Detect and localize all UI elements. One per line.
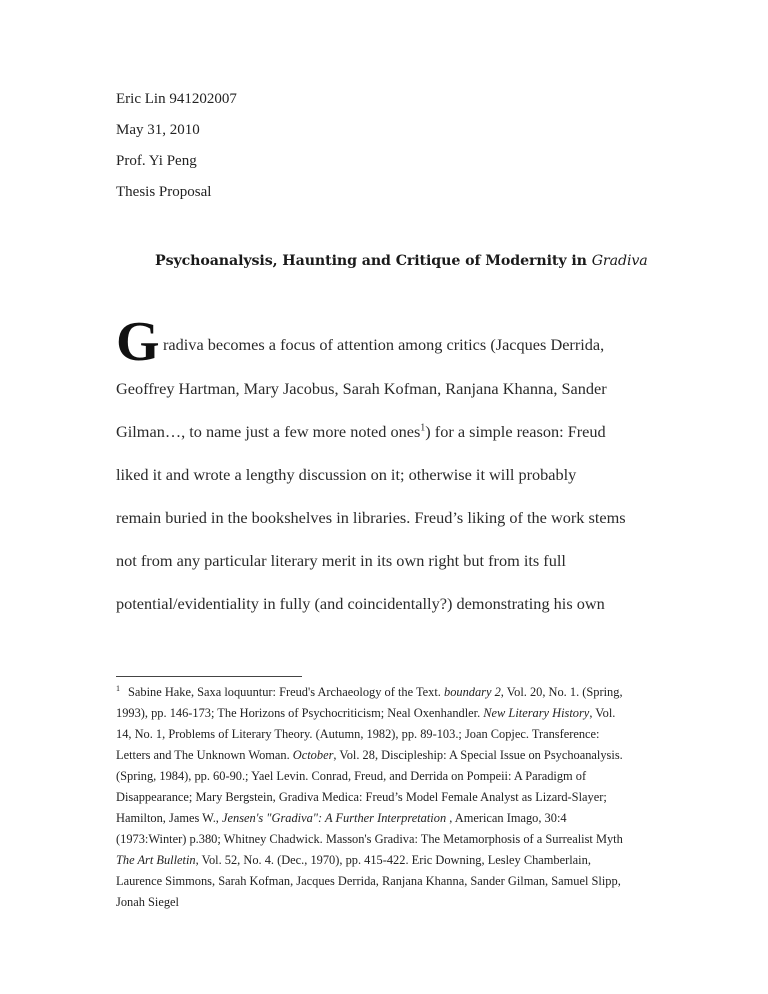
footnote-text: Disappearance; Mary Bergstein, Gradiva Medica: Freud’s Model Female Analyst as Lizard-Slayer; [116,790,607,804]
footnote-italic-title: boundary 2 [444,685,501,699]
date-line: May 31, 2010 [116,122,200,138]
footnote-line [116,874,621,889]
footnote-text: , Vol. 20, No. 1. (Spring, [500,685,623,699]
body-line-3-tail: ) for a simple reason: Freud [425,422,606,441]
footnote-text: Hamilton, James W., [116,811,223,825]
footnote-italic-title: The Art Bulletin [116,853,196,867]
body-line-3-text: Gilman…, to name just a few more noted ones [116,422,421,441]
body-line-4: liked it and wrote a lengthy discussion on it; otherwise it will probably [116,465,577,484]
footnote-text: , American Imago, 30:4 [446,811,567,825]
footnote-text: Letters and The Unknown Woman. [116,748,293,762]
footnote-text: , Vol. [589,706,616,720]
footnote-line [116,811,567,826]
body-line-3 [116,422,606,442]
footnote-text: Jonah Siegel [116,895,179,909]
footnote-line [116,790,607,805]
footnote-line [116,832,623,847]
footnote-text: (Spring, 1984), pp. 60-90.; Yael Levin. Conrad, Freud, and Derrida on Pompeii: A Paradigm of [116,769,587,783]
footnote-text: Laurence Simmons, Sarah Kofman, Jacques Derrida, Ranjana Khanna, Sander Gilman, Samuel Slipp, [116,874,621,888]
body-line-5: remain buried in the bookshelves in libraries. Freud’s liking of the work stems [116,508,626,527]
body-line-2: Geoffrey Hartman, Mary Jacobus, Sarah Kofman, Ranjana Khanna, Sander [116,379,607,398]
footnote-text: (1973:Winter) p.380; Whitney Chadwick. Masson's Gradiva: The Metamorphosis of a Surrealist Myth [116,832,623,846]
footnote-line [116,895,179,910]
footnote-text: , Vol. 52, No. 4. (Dec., 1970), pp. 415-422. Eric Downing, Lesley Chamberlain, [195,853,591,867]
drop-cap: G [116,311,160,373]
footnote-line [116,748,623,763]
body-line-7: potential/evidentiality in fully (and coincidentally?) demonstrating his own [116,594,605,613]
footnote-italic-title: October [292,748,334,762]
footnote-text: Sabine Hake, Saxa loquuntur: Freud's Archaeology of the Text. [128,685,444,699]
body-line-1: radiva becomes a focus of attention among critics (Jacques Derrida, [163,335,605,354]
footnote-line [116,727,600,742]
title-main: Psychoanalysis, Haunting and Critique of Modernity in [155,253,592,269]
footnote-line [116,706,615,721]
footnote-line [116,853,591,868]
footnote-italic-title: Jensen's "Gradiva": A Further Interpretation [222,811,447,825]
footnote-text: , Vol. 28, Discipleship: A Special Issue on Psychoanalysis. [333,748,623,762]
author-line: Eric Lin 941202007 [116,91,237,107]
doc-type-line: Thesis Proposal [116,184,212,200]
footnote-separator [116,676,302,677]
footnote-line [116,685,623,700]
title-italic: Gradiva [591,253,648,269]
document-title [155,253,648,269]
body-line-6: not from any particular literary merit in its own right but from its full [116,551,566,570]
professor-line: Prof. Yi Peng [116,153,197,169]
footnote-line [116,769,586,784]
footnote-text: 14, No. 1, Problems of Literary Theory. (Autumn, 1982), pp. 89-103.; Joan Copjec. Transference: [116,727,600,741]
footnote-text: 1993), pp. 146-173; The Horizons of Psychocriticism; Neal Oxenhandler. [116,706,484,720]
footnote-number: 1 [116,684,120,693]
footnote-italic-title: New Literary History [483,706,590,720]
footnote-ref-link[interactable]: 1 [420,422,426,434]
